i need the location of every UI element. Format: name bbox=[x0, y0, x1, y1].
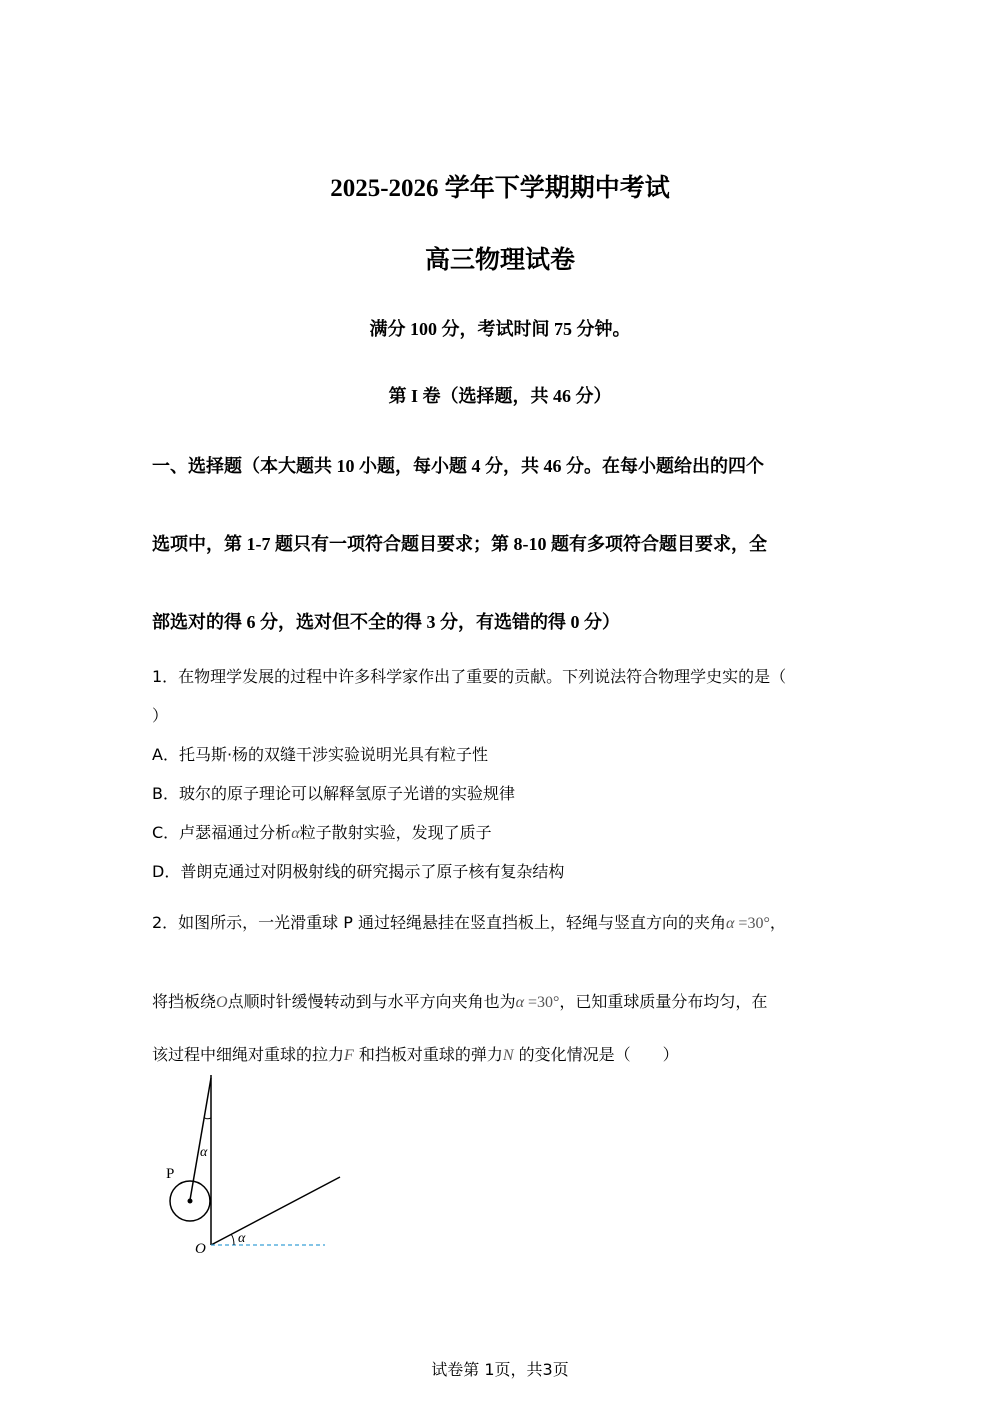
inclined-board bbox=[211, 1177, 340, 1245]
ball-center bbox=[188, 1199, 193, 1204]
label-alpha-bottom: α bbox=[238, 1231, 246, 1246]
q2-text: 该过程中细绳对重球的拉力 bbox=[152, 1045, 345, 1064]
exam-title: 2025-2026 学年下学期期中考试 bbox=[330, 175, 670, 202]
q2-text: 和挡板对重球的弹力 bbox=[353, 1045, 503, 1064]
q1-option-d: D．普朗克通过对阴极射线的研究揭示了原子核有复杂结构 bbox=[152, 862, 565, 881]
alpha-symbol: α bbox=[291, 825, 300, 842]
q2-text: 点顺时针缓慢转动到与水平方向夹角也为 bbox=[227, 992, 516, 1011]
alpha-symbol: α bbox=[726, 915, 735, 932]
angle-arc-bottom bbox=[231, 1234, 234, 1245]
exam-subtitle: 高三物理试卷 bbox=[424, 247, 575, 274]
q2-text: ， bbox=[769, 913, 786, 932]
label-alpha-top: α bbox=[200, 1145, 208, 1160]
alpha-symbol: α bbox=[515, 994, 524, 1011]
label-o: O bbox=[195, 1241, 206, 1257]
f-symbol: F bbox=[344, 1047, 354, 1064]
section-instructions-line-3: 部选对的得 6 分，选对但不全的得 3 分，有选错的得 0 分） bbox=[152, 612, 620, 632]
section-instructions-line-2: 选项中，第 1-7 题只有一项符合题目要求；第 8-10 题有多项符合题目要求，全 bbox=[152, 534, 767, 554]
q2-stem-line-1 bbox=[152, 910, 786, 933]
page-footer: 试卷第 1页，共3页 bbox=[431, 1360, 569, 1379]
q2-text: 的变化情况是（ ） bbox=[513, 1045, 679, 1064]
volume-heading: 第 I 卷（选择题，共 46 分） bbox=[388, 386, 612, 406]
q2-text: 2．如图所示，一光滑重球 P 通过轻绳悬挂在竖直挡板上，轻绳与竖直方向的夹角 bbox=[152, 913, 727, 932]
q2-text: ，已知重球质量分布均匀，在 bbox=[559, 992, 768, 1011]
score-time: 满分 100 分，考试时间 75 分钟。 bbox=[369, 319, 631, 339]
q1-stem-line-1: 1．在物理学发展的过程中许多科学家作出了重要的贡献。下列说法符合物理学史实的是（ bbox=[152, 667, 787, 686]
q2-stem-line-2 bbox=[152, 989, 767, 1012]
q1-option-c-text: C．卢瑟福通过分析 bbox=[152, 823, 292, 842]
angle-value: =30° bbox=[734, 915, 770, 932]
q2-text: 将挡板绕 bbox=[152, 992, 217, 1011]
angle-arc-top bbox=[204, 1117, 211, 1119]
q2-stem-line-3 bbox=[152, 1042, 679, 1065]
q2-figure bbox=[150, 1070, 360, 1270]
q1-option-c bbox=[152, 820, 492, 843]
q1-option-c-text-end: 粒子散射实验，发现了质子 bbox=[299, 823, 492, 842]
angle-value: =30° bbox=[524, 994, 560, 1011]
o-symbol: O bbox=[216, 994, 228, 1011]
section-instructions-line-1: 一、选择题（本大题共 10 小题，每小题 4 分，共 46 分。在每小题给出的四个 bbox=[152, 456, 764, 476]
q1-option-b: B．玻尔的原子理论可以解释氢原子光谱的实验规律 bbox=[152, 784, 515, 803]
n-symbol: N bbox=[502, 1047, 514, 1064]
q1-stem-line-2: ） bbox=[152, 706, 169, 725]
label-p: P bbox=[166, 1166, 175, 1182]
q1-option-a: A．托马斯·杨的双缝干涉实验说明光具有粒子性 bbox=[152, 745, 489, 764]
